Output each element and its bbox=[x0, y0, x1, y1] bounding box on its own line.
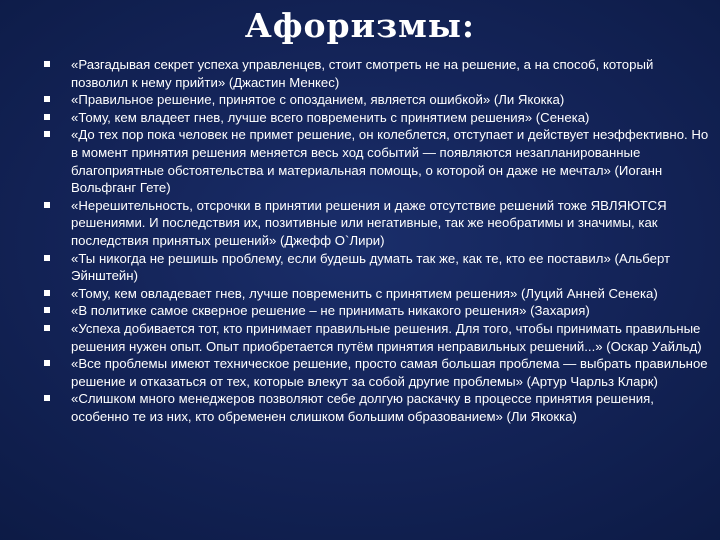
aphorism-text: «В политике самое скверное решение – не принимать никакого решения» (Захария) bbox=[71, 303, 590, 319]
list-item bbox=[44, 109, 710, 127]
list-item bbox=[44, 320, 710, 355]
list-item bbox=[44, 285, 710, 303]
list-item bbox=[44, 250, 710, 285]
list-item bbox=[44, 390, 710, 425]
aphorism-text: «Ты никогда не решишь проблему, если будешь думать так же, как те, кто ее поставил» (Альберт Эйнштейн) bbox=[71, 250, 671, 284]
aphorism-list bbox=[44, 56, 710, 425]
square-bullet-icon bbox=[44, 114, 50, 120]
aphorism-text: «Слишком много менеджеров позволяют себе долгую раскачку в процессе принятия решения, особенно те из них, кто обременен слишком большим образованием» (Ли Якокка) bbox=[71, 391, 654, 424]
aphorism-text: «Тому, кем овладевает гнев, лучше повременить с принятием решения» (Луций Анней Сенека) bbox=[71, 285, 658, 301]
square-bullet-icon bbox=[44, 360, 50, 366]
square-bullet-icon bbox=[44, 131, 50, 137]
square-bullet-icon bbox=[44, 395, 50, 401]
aphorism-text: «Разгадывая секрет успеха управленцев, стоит смотреть не на решение, а на способ, который позволил к нему прийти» (Джастин Менкес) bbox=[71, 57, 654, 90]
aphorism-text: «Все проблемы имеют техническое решение, просто самая большая проблема — выбрать правильное решение и отказаться от тех, которые влекут за собой другие проблемы» (Артур Чарльз Кларк) bbox=[71, 356, 708, 389]
square-bullet-icon bbox=[44, 325, 50, 331]
list-item bbox=[44, 197, 710, 250]
square-bullet-icon bbox=[44, 290, 50, 296]
square-bullet-icon bbox=[44, 255, 50, 261]
square-bullet-icon bbox=[44, 61, 50, 67]
list-item bbox=[44, 302, 710, 320]
square-bullet-icon bbox=[44, 307, 50, 313]
square-bullet-icon bbox=[44, 96, 50, 102]
aphorism-text: «Правильное решение, принятое с опозданием, является ошибкой» (Ли Якокка) bbox=[71, 92, 565, 108]
slide-title: Афоризмы: bbox=[244, 6, 476, 45]
aphorism-text: «Тому, кем владеет гнев, лучше всего повременить с принятием решения» (Сенека) bbox=[71, 109, 590, 125]
list-item bbox=[44, 355, 710, 390]
square-bullet-icon bbox=[44, 202, 50, 208]
aphorism-text: «Успеха добивается тот, кто принимает правильные решения. Для того, чтобы принимать правильные решения нужен опыт. Опыт приобретается путём принятия неправильных решений...» (Оскар Уайльд) bbox=[71, 320, 702, 354]
list-item bbox=[44, 56, 710, 91]
aphorism-text: «Нерешительность, отсрочки в принятии решения и даже отсутствие решений тоже ЯВЛЯЮТСЯ решениями. И последствия их, позитивные или негативные, так же необратимы и значимы, как последствия принятых решений» (Джефф О`Лири) bbox=[71, 197, 667, 248]
aphorism-text: «До тех пор пока человек не примет решение, он колеблется, отступает и действует неэффективно. Но в момент принятия решения меняется весь ход событий — появляются незапланированные благоприятные обстоятельства и материальная помощь, о которой он даже не мечтал» (Иоганн Вольфганг Гете) bbox=[71, 127, 709, 196]
list-item bbox=[44, 91, 710, 109]
list-item bbox=[44, 126, 710, 196]
